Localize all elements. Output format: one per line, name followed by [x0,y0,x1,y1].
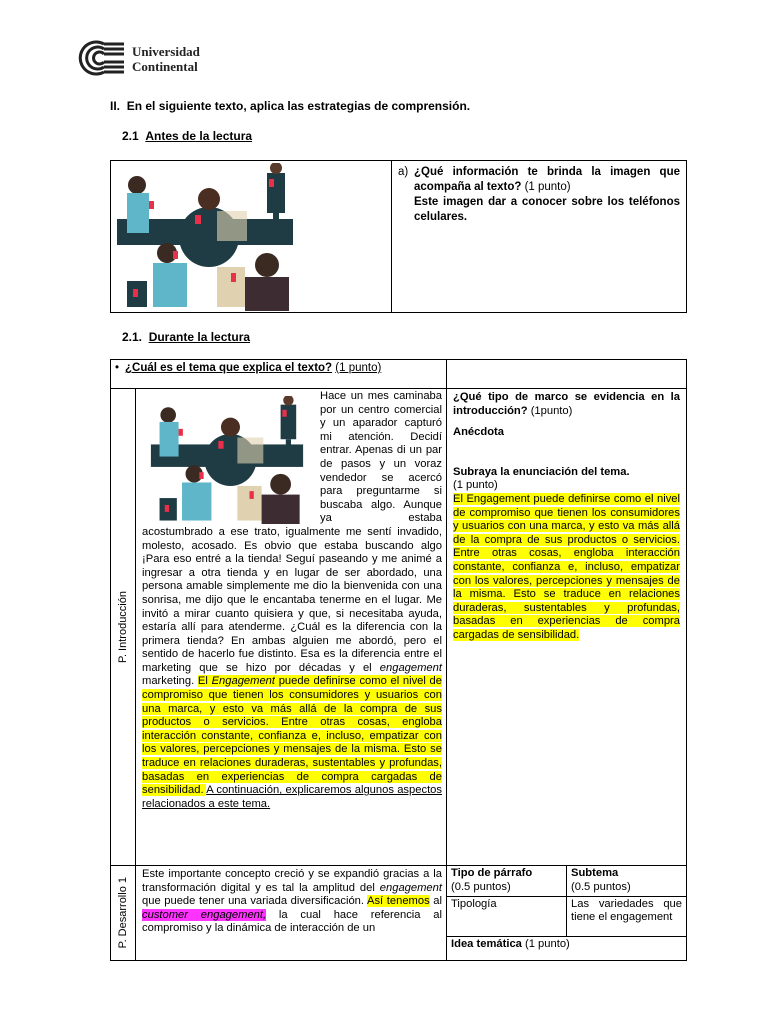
tema-question-cell [111,360,447,389]
intro-highlight-1: El [197,675,212,688]
intro-text-1: Hace un mes caminaba por un centro comercial y un aparador capturó mi atención. Decidí entrar. Apenas di un par de pasos y un voraz vendedor se acercó para preguntarme si buscaba algo. Aunque ya estaba acostumbrado a ese trato, igualmente me sentí invadido, molesto, acosado. Es obvio que estaba buscando algo ¡Para eso entré a la tienda! Seguí paseando y me animé a ingresar a otra tienda y en lugar de ser abordado, una persona amable simplemente me dio la bienvenida con una sonrisa, me dijo que le encantaba tenerme en el lugar. Me invitó a mirar cuanto quisiera y que, si necesitaba ayuda, estaría allí para atenderme. ¿Cuál es la diferencia con la primera tienda? En ambas alguien me abordó, pero el sentido de hacerlo fue distinto. Esa es la diferencia entre el marketing que se hizo por décadas y el [142,390,442,674]
desarrollo-text-1: Este importante concepto creció y se expandió gracias a la transformación digital y es tal la amplitud del [142,868,442,894]
marco-question [453,391,680,418]
people-with-phones-illustration-2 [142,396,312,524]
people-with-phones-illustration [117,163,293,311]
section-number: II. [110,99,121,113]
subsection-title-2: Durante la lectura [148,330,251,344]
bullet-icon: • [115,362,120,374]
intro-highlight-italic: Engagement [211,675,276,688]
subtema-header [567,866,687,896]
marco-answer: Anécdota [453,426,504,439]
question-a-marker: a) [398,166,409,178]
subsection-number: 2.1 [122,129,139,143]
subtema-label: Subtema [571,867,619,879]
intro-highlight-2: puede definirse como el nivel de compromiso que tienen los consumidores y usuarios con una marca, y esto va más allá de la compra de sus productos o servicios. Entre otras cosas, engloba interacción constante, confianza e, incluso, empatizar con los valores, percepciones y mensajes de la misma. Esto se traduce en relaciones duraderas, sustentables y profundas, basadas en experiencias de compra cargadas de sensibilidad. [142,675,443,797]
idea-label: Idea temática [451,937,522,950]
desarrollo-text-2: que puede tener una variada diversificación. [142,895,367,908]
antes-table [110,160,687,313]
idea-cell [447,936,686,960]
desarrollo-highlight-magenta: customer engagement, [142,908,267,921]
university-logo-icon [74,40,126,76]
subsection-number-2: 2.1. [122,330,143,344]
question-a-points: (1 punto) [524,181,571,193]
subraya-question-points: (1 punto) [453,479,498,492]
desarrollo-text-3: al [429,895,442,908]
university-name-line1: Universidad [132,44,200,59]
section-heading [110,99,470,113]
intro-questions-cell [447,389,687,866]
university-name-line2: Continental [132,59,198,74]
tipologia-cell [447,896,567,936]
desarrollo-text-cell [136,866,447,961]
subtema-points: (0.5 puntos) [571,880,631,893]
subraya-question-text: Subraya la enunciación del tema. [453,465,630,478]
intro-text-cell [136,389,447,866]
university-logo [74,40,214,80]
question-a-text: ¿Qué información te brinda la imagen que acompaña al texto? [414,166,680,193]
intro-text-3: A continuación, explicaremos algunos aspectos relacionados a este tema. [142,784,442,810]
tipo-label: Tipo de párrafo [451,867,533,879]
desarrollo-highlight-yellow: Así tenemos [367,895,430,908]
desarrollo-label: P. Desarrollo 1 [117,877,129,949]
marco-question-points: (1punto) [530,404,573,417]
question-a [398,165,680,225]
desarrollo-paragraph [142,868,442,936]
tipologia-value: Tipología [451,897,497,910]
subraya-answer: El Engagement puede definirse como el nivel de compromiso que tienen los consumidores y usuarios con una marca, y esto va más allá de la compra de sus productos o servicios. Entre otras cosas, engloba interacción constante, confianza e, incluso, empatizar con los valores, percepciones y mensajes de la misma. Esto se traduce en relaciones duraderas, sustentables y profundas, basadas en experiencias de compra cargadas de sensibilidad. [453,492,680,641]
durante-table [110,359,687,961]
question-a-answer: Este imagen dar a conocer sobre los teléfonos celulares. [414,196,680,223]
subtema-value: Las variedades que tiene el engagement [571,897,682,924]
subtema-value-cell [567,896,687,936]
desarrollo-text-italic: engagement [379,881,442,894]
subsection-title: Antes de la lectura [145,129,253,143]
tipo-points: (0.5 puntos) [451,880,511,893]
desarrollo-label-cell [111,866,136,961]
intro-text-italic: engagement [379,661,442,674]
intro-label: P. Introducción [117,591,129,663]
desarrollo-text-4: la cual hace referencia al compromiso y la dinámica de interacción de un [142,908,442,935]
university-name [132,44,200,74]
tema-question-points: (1 punto) [335,362,382,374]
idea-points: (1 punto) [525,937,570,950]
section-title: En el siguiente texto, aplica las estrategias de comprensión. [126,99,471,113]
intro-label-cell [111,389,136,866]
tema-answer-cell [447,360,687,389]
desarrollo-grid [447,866,686,960]
tema-question-text: ¿Cuál es el tema que explica el texto? [125,362,333,374]
subsection-antes [122,129,252,143]
subsection-durante [122,330,250,344]
marco-question-text: ¿Qué tipo de marco se evidencia en la introducción? [453,391,680,417]
illustration-cell [111,161,392,313]
intro-text-2: marketing. [142,675,198,688]
desarrollo-grid-cell [447,866,687,961]
tipo-header [447,866,567,896]
question-a-cell [392,161,687,313]
